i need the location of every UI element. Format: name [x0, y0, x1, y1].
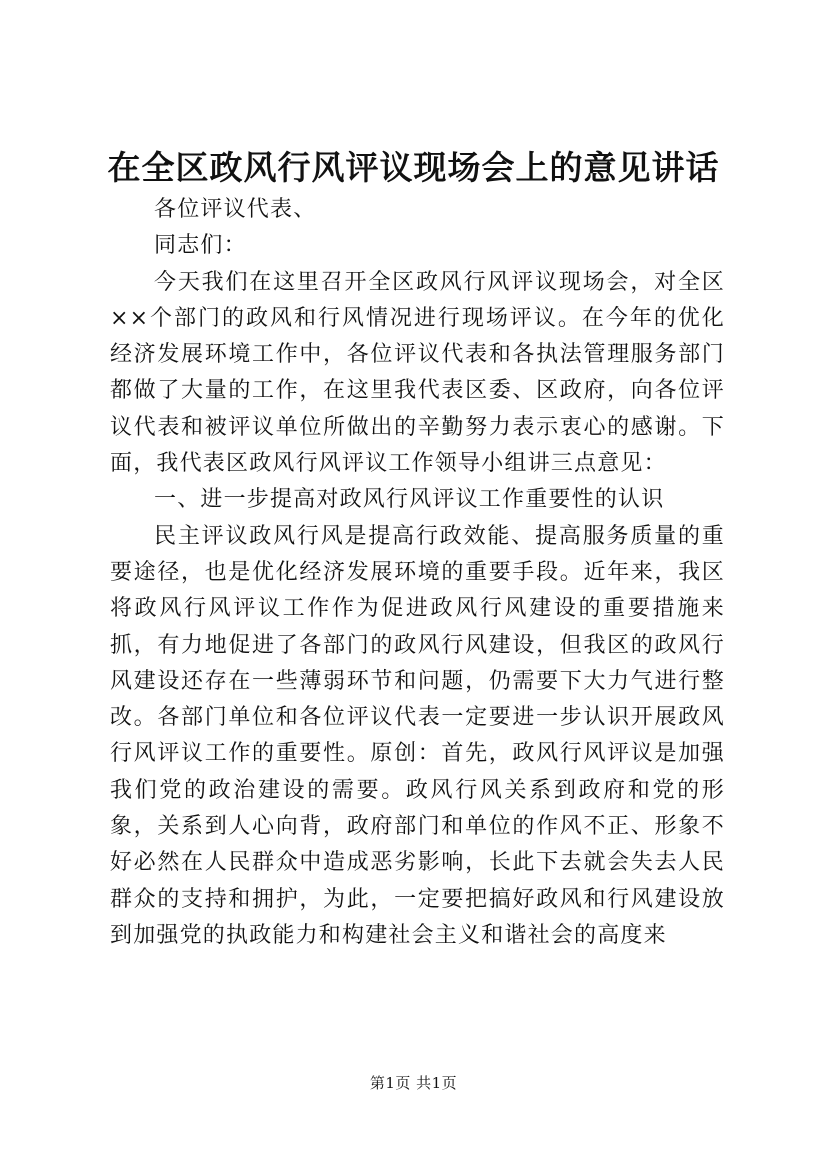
document-title: 在全区政风行风评议现场会上的意见讲话 — [107, 148, 720, 187]
page-number-label: 第1页 共1页 — [369, 1074, 458, 1092]
page-footer — [0, 1073, 827, 1093]
salutation-line-2: 同志们： — [154, 233, 247, 259]
body-paragraph: 民主评议政风行风是提高行政效能、提高服务质量的重要途径，也是优化经济发展环境的重要手段。近年来，我区将政风行风评议工作作为促进政风行风建设的重要措施来抓，有力地促进了各部门的政风行风建设，但我区的政风行风建设还存在一些薄弱环节和问题，仍需要下大力气进行整改。各部门单位和各位评议代表一定要进一步认识开展政风行风评议工作的重要性。原创：首先，政风行风评议是加强我们党的政治建设的需要。政风行风关系到政府和党的形象，关系到人心向背，政府部门和单位的作风不正、形象不好必然在人民群众中造成恶劣影响，长此下去就会失去人民群众的支持和拥护，为此，一定要把搞好政风和行风建设放到加强党的执政能力和构建社会主义和谐社会的高度来 — [110, 523, 725, 948]
salutation-line-1: 各位评议代表、 — [154, 197, 317, 222]
section-heading-1: 一、进一步提高对政风行风评议工作重要性的认识 — [154, 487, 665, 513]
intro-paragraph: 今天我们在这里召开全区政风行风评议现场会，对全区××个部门的政风和行风情况进行现场评议。在今年的优化经济发展环境工作中，各位评议代表和各执法管理服务部门都做了大量的工作，在这里我代表区委、区政府，向各位评议代表和被评议单位所做出的辛勤努力表示衷心的感谢。下面，我代表区政风行风评议工作领导小组讲三点意见： — [110, 269, 725, 477]
document-body — [110, 192, 725, 954]
